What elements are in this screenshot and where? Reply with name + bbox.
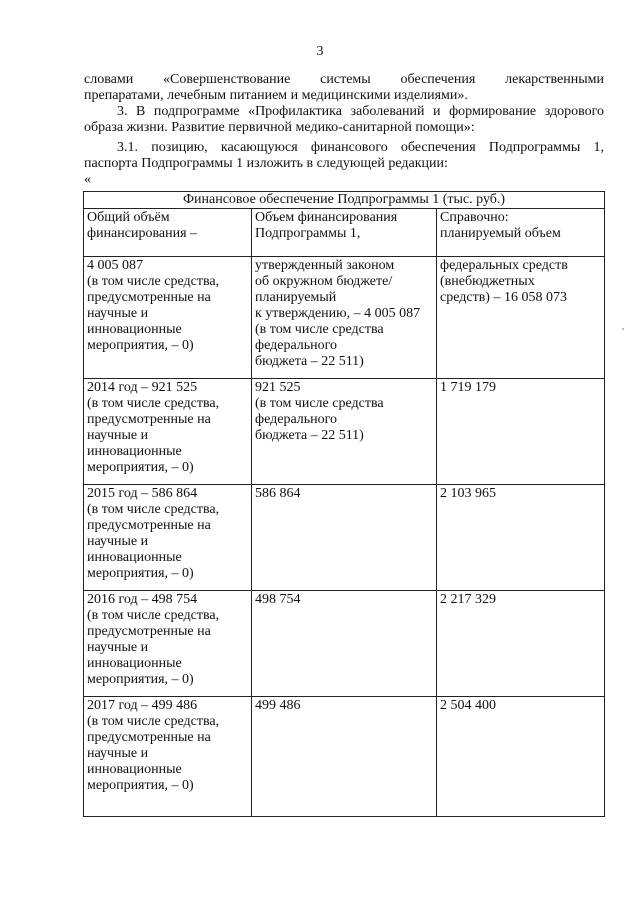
cell-reference: 2 217 329 — [437, 591, 605, 697]
cell-total: 2017 год – 499 486 (в том числе средства, предусмотренные на научные и инновационные мероприятия, – 0) — [84, 697, 252, 817]
table-row — [84, 591, 605, 697]
cell-reference: 2 504 400 — [437, 697, 605, 817]
cell-subprogram: 498 754 — [252, 591, 437, 697]
cell-total: 2016 год – 498 754 (в том числе средства, предусмотренные на научные и инновационные мероприятия, – 0) — [84, 591, 252, 697]
cell-reference: 2 103 965 — [437, 485, 605, 591]
paragraph-line-1: словами «Совершенствование системы обеспечения лекарственными — [84, 72, 604, 87]
table-row — [84, 257, 605, 379]
cell-reference: 1 719 179 — [437, 379, 605, 485]
cell-subprogram: 921 525 (в том числе средства федерального бюджета – 22 511) — [252, 379, 437, 485]
cell-subprogram: утвержденный законом об окружном бюджете/ планируемый к утверждению, – 4 005 087 (в том числе средства федерального бюджета – 22 511) — [252, 257, 437, 379]
opening-quote: « — [84, 172, 91, 187]
paragraph-line-3: 3. В подпрограмме «Профилактика заболеваний и формирование здорового — [117, 104, 604, 119]
paragraph-line-2: препаратами, лечебным питанием и медицинскими изделиями». — [84, 88, 468, 103]
table-row — [84, 379, 605, 485]
cell-subprogram: 499 486 — [252, 697, 437, 817]
paragraph-line-6: паспорта Подпрограммы 1 изложить в следующей редакции: — [84, 156, 448, 171]
header-total-financing: Общий объём финансирования – — [84, 209, 252, 257]
cell-total: 4 005 087 (в том числе средства, предусмотренные на научные и инновационные мероприятия, – 0) — [84, 257, 252, 379]
paragraph-line-5: 3.1. позицию, касающуюся финансового обеспечения Подпрограммы 1, — [117, 140, 604, 155]
scan-speck — [622, 328, 624, 330]
cell-total: 2015 год – 586 864 (в том числе средства, предусмотренные на научные и инновационные мероприятия, – 0) — [84, 485, 252, 591]
page-number: 3 — [316, 44, 324, 59]
table-caption: Финансовое обеспечение Подпрограммы 1 (тыс. руб.) — [84, 192, 605, 209]
header-reference-planned: Справочно: планируемый объем — [437, 209, 605, 257]
cell-reference: федеральных средств (внебюджетных средств) – 16 058 073 — [437, 257, 605, 379]
table-row — [84, 485, 605, 591]
financing-table — [83, 191, 605, 817]
cell-subprogram: 586 864 — [252, 485, 437, 591]
table-row — [84, 697, 605, 817]
header-subprogram-financing: Объем финансирования Подпрограммы 1, — [252, 209, 437, 257]
cell-total: 2014 год – 921 525 (в том числе средства, предусмотренные на научные и инновационные мероприятия, – 0) — [84, 379, 252, 485]
paragraph-line-4: образа жизни. Развитие первичной медико-санитарной помощи»: — [84, 120, 475, 135]
